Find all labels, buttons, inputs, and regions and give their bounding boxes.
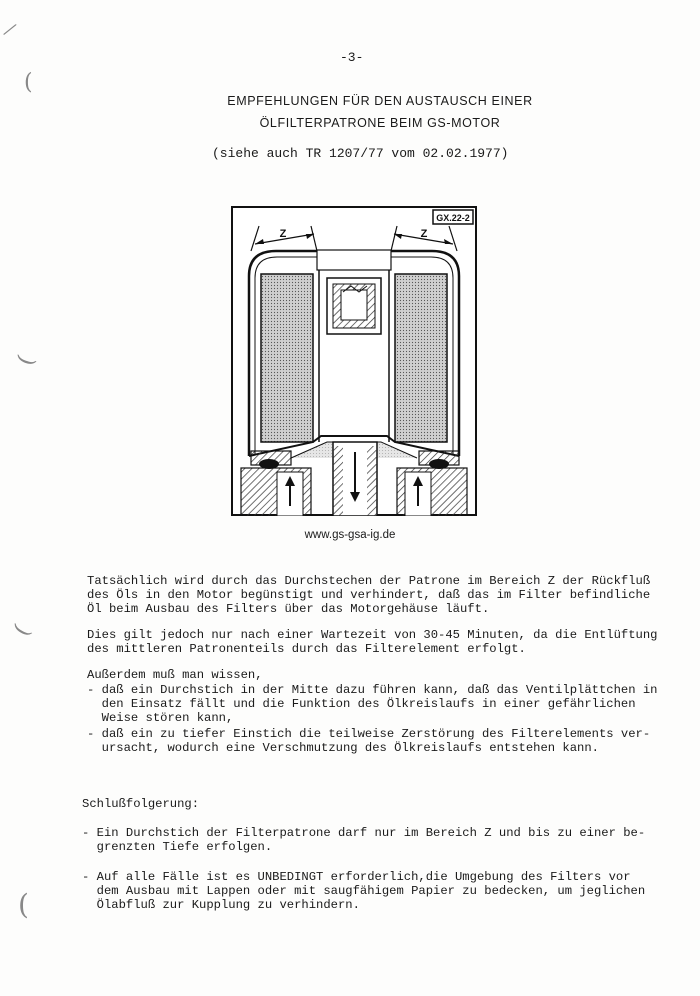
body-line: Dies gilt jedoch nur nach einer Wartezeit von 30-45 Minuten, da die Entlüftung — [87, 628, 658, 642]
conclusion-title: Schlußfolgerung: — [82, 797, 200, 811]
body-line: Außerdem muß man wissen, — [87, 668, 263, 682]
list-item: grenzten Tiefe erfolgen. — [82, 840, 273, 854]
body-line: Öl beim Ausbau des Filters über das Motorgehäuse läuft. — [87, 602, 490, 616]
list-item: dem Ausbau mit Lappen oder mit saugfähigem Papier zu bedecken, um jeglichen — [82, 884, 646, 898]
margin-mark: ( — [9, 620, 36, 641]
list-item: ursacht, wodurch eine Verschmutzung des Ölkreislaufs entstehen kann. — [87, 741, 599, 755]
margin-mark: ⁄ — [4, 20, 15, 41]
body-line: des Öls in den Motor begünstigt und verhindert, daß das im Filter befindliche — [87, 588, 651, 602]
list-item: - Ein Durchstich der Filterpatrone darf nur im Bereich Z und bis zu einer be- — [82, 826, 646, 840]
list-item: - Auf alle Fälle ist es UNBEDINGT erforderlich,die Umgebung des Filters vor — [82, 870, 631, 884]
list-item: - daß ein zu tiefer Einstich die teilweise Zerstörung des Filterelements ver- — [87, 727, 651, 741]
list-item: den Einsatz fällt und die Funktion des Ölkreislaufs in einer gefährlichen — [87, 697, 636, 711]
website-url: www.gs-gsa-ig.de — [304, 529, 396, 541]
reference-line: (siehe auch TR 1207/77 vom 02.02.1977) — [212, 146, 509, 161]
list-item: Weise stören kann, — [87, 711, 234, 725]
heading-line-2: ÖLFILTERPATRONE BEIM GS-MOTOR — [259, 116, 501, 130]
body-line: des mittleren Patronenteils durch das Filterelement erfolgt. — [87, 642, 526, 656]
margin-mark: ( — [13, 352, 40, 369]
body-line: Tatsächlich wird durch das Durchstechen der Patrone im Bereich Z der Rückfluß — [87, 574, 651, 588]
list-item: Ölabfluß zur Kupplung zu verhindern. — [82, 898, 360, 912]
figure-code: GX.22-2 — [436, 213, 470, 223]
zone-label-left: Z — [279, 228, 287, 240]
margin-mark: ( — [24, 70, 33, 95]
zone-label-right: Z — [420, 228, 428, 240]
margin-mark: ( — [18, 888, 29, 921]
oil-filter-diagram — [231, 206, 477, 516]
heading-line-1: EMPFEHLUNGEN FÜR DEN AUSTAUSCH EINER — [227, 94, 533, 108]
list-item: - daß ein Durchstich in der Mitte dazu führen kann, daß das Ventilplättchen in — [87, 683, 658, 697]
page-number: -3- — [340, 50, 364, 65]
